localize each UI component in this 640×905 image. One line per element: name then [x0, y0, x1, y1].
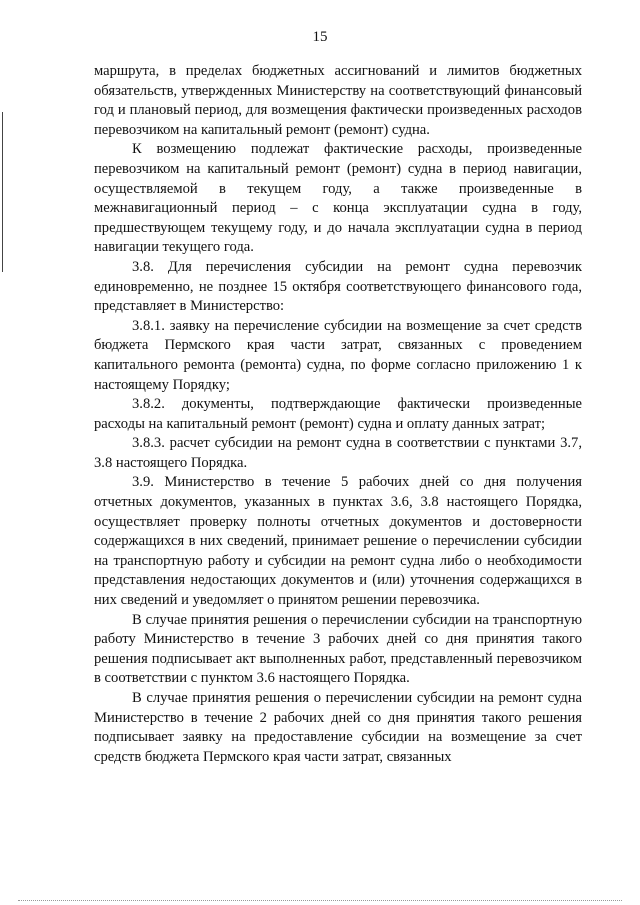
scan-bottom-edge [18, 899, 622, 901]
paragraph-3-8-3: 3.8.3. расчет субсидии на ремонт судна в соответствии с пунктами 3.7, 3.8 настоящего Порядка. [94, 435, 582, 471]
page-number: 15 [312, 29, 328, 45]
document-body [94, 62, 582, 767]
paragraph-reimbursable-expenses: К возмещению подлежат фактические расходы, произведенные перевозчиком на капитальный ремонт (ремонт) судна в период навигации, осуществляемой в текущем году, а также произведенные в межнавигационный период – с конца эксплуатации судна в году, предшествующем текущему году, и до начала эксплуатации судна в период навигации текущего года. [94, 141, 582, 256]
paragraph-3-9: 3.9. Министерство в течение 5 рабочих дней со дня получения отчетных документов, указанных в пунктах 3.6, 3.8 настоящего Порядка, осуществляет проверку полноты отчетных документов и достоверности содержащихся в них сведений, принимает решение о перечислении субсидии на транспортную работу и субсидии на ремонт судна либо о необходимости представления недостающих документов и (или) уточнения содержащихся в них сведений и уведомляет о принятом решении перевозчика. [94, 474, 582, 609]
scan-edge-mark [2, 112, 3, 272]
paragraph-continuation: маршрута, в пределах бюджетных ассигнований и лимитов бюджетных обязательств, утвержденных Министерству на соответствующий финансовый год и плановый период, для возмещения фактически произведенных расходов перевозчиком на капитальный ремонт (ремонт) судна. [94, 63, 582, 138]
paragraph-3-8: 3.8. Для перечисления субсидии на ремонт судна перевозчик единовременно, не позднее 15 октября соответствующего финансового года, представляет в Министерство: [94, 258, 582, 315]
paragraph-3-8-2: 3.8.2. документы, подтверждающие фактически произведенные расходы на капитальный ремонт (ремонт) судна и оплату данных затрат; [94, 396, 582, 432]
paragraph-repair-subsidy-decision: В случае принятия решения о перечислении субсидии на ремонт судна Министерство в течение 2 рабочих дней со дня принятия такого решения подписывает заявку на предоставление субсидии на возмещение за счет средств бюджета Пермского края части затрат, связанных [94, 690, 582, 765]
paragraph-3-8-1: 3.8.1. заявку на перечисление субсидии на возмещение за счет средств бюджета Пермского края части затрат, связанных с проведением капитального ремонта (ремонта) судна, по форме согласно приложению 1 к настоящему Порядку; [94, 317, 582, 393]
paragraph-transport-subsidy-decision: В случае принятия решения о перечислении субсидии на транспортную работу Министерство в течение 3 рабочих дней со дня принятия такого решения подписывает акт выполненных работ, представленный перевозчиком в соответствии с пунктом 3.6 настоящего Порядка. [94, 611, 582, 687]
